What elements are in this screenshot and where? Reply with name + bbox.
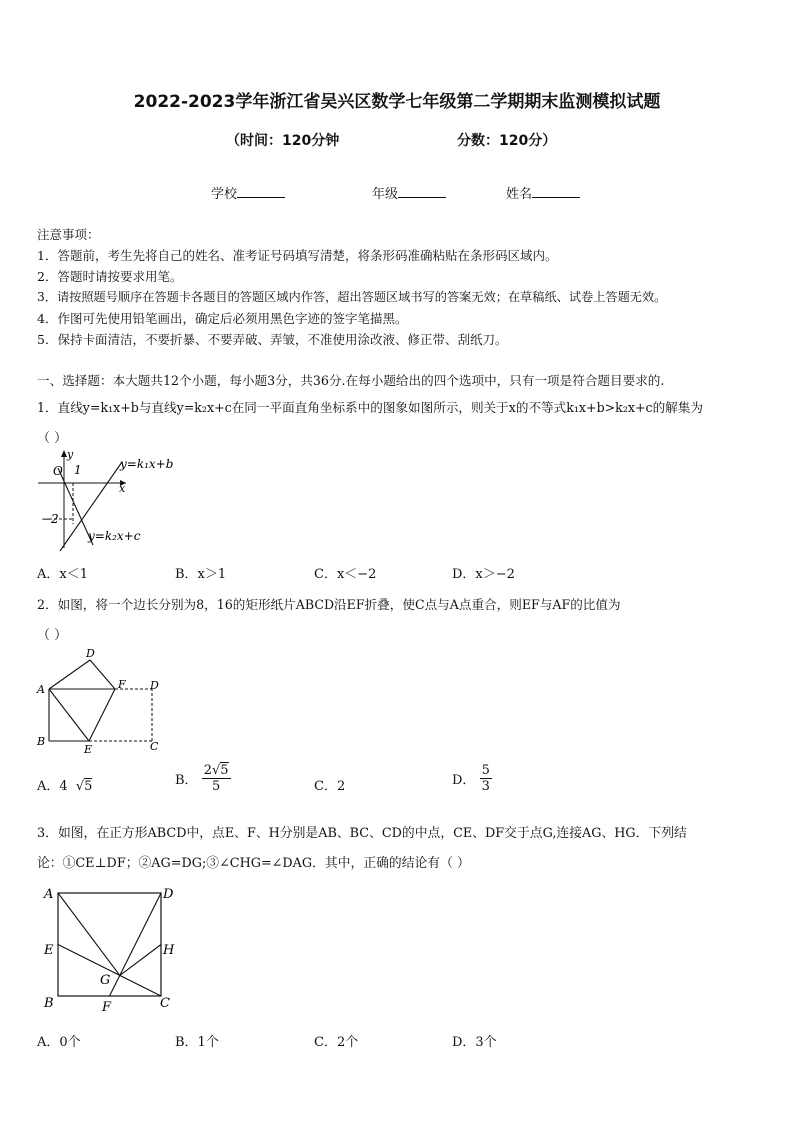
label-D: D xyxy=(150,679,159,692)
q3-figure xyxy=(36,882,184,1014)
fraction-numerator: 2√5 xyxy=(203,763,229,778)
numerator-radicand: 5 xyxy=(220,763,229,778)
q2-option-a-radicand: 5 xyxy=(84,779,93,794)
q1-option-b[interactable]: B．x＞1 xyxy=(175,567,227,582)
q3-option-d[interactable]: D．3个 xyxy=(452,1035,497,1050)
q2-option-a[interactable] xyxy=(37,775,92,794)
numerator-coefficient: 2 xyxy=(203,763,212,778)
notice-item: 2．答题时请按要求用笔。 xyxy=(37,269,183,284)
grade-label: 年级 xyxy=(372,187,399,202)
q2-option-b-prefix: B． xyxy=(175,773,198,788)
label-F: F xyxy=(118,678,126,691)
notice-item: 1．答题前，考生先将自己的姓名、准考证号码填写清楚，将条形码准确粘贴在条形码区域内。 xyxy=(37,248,558,263)
q3-text-line1: 3．如图，在正方形ABCD中，点E、F、H分别是AB、BC、CD的中点，CE、DF交于点G,连接AG、HG．下列结 xyxy=(37,826,687,841)
exam-score: 分数：120分） xyxy=(457,133,557,149)
notice-item: 4．作图可先使用铅笔画出，确定后必须用黑色字迹的签字笔描黑。 xyxy=(37,311,408,326)
q2-option-d[interactable] xyxy=(452,763,492,794)
notice-item: 3．请按照题号顺序在答题卡各题目的答题区域内作答，超出答题区域书写的答案无效；在草稿纸、试卷上答题无效。 xyxy=(37,290,667,304)
label-A: A xyxy=(44,887,54,902)
q1-graph xyxy=(36,448,196,554)
q1-bracket: （ ） xyxy=(37,431,68,446)
q1-option-d[interactable]: D．x＞−2 xyxy=(452,567,515,582)
label-D-folded: D xyxy=(86,647,95,660)
section-heading: 一、选择题：本大题共12个小题，每小题3分，共36分.在每小题给出的四个选项中，只有一项是符合题目要求的. xyxy=(37,373,665,388)
notice-item: 5．保持卡面清洁，不要折暴、不要弄破、弄皱，不准使用涂改液、修正带、刮纸刀。 xyxy=(37,332,508,347)
exam-time: （时间：120分钟 xyxy=(226,133,340,149)
label-C: C xyxy=(150,740,159,753)
q1-option-a[interactable]: A．x＜1 xyxy=(37,567,88,582)
tick-minus2-label: −2 xyxy=(41,512,59,526)
tick-one-label: 1 xyxy=(74,463,82,477)
school-blank xyxy=(237,185,285,198)
q1-text: 1．直线y=k₁x+b与直线y=k₂x+c在同一平面直角坐标系中的图象如图所示，则关于x的不等式k₁x+b>k₂x+c的解集为 xyxy=(37,400,703,415)
fraction-numerator: 5 xyxy=(481,763,490,778)
segment-EC xyxy=(58,945,161,997)
label-A: A xyxy=(37,683,45,696)
q2-option-b-fraction xyxy=(202,763,231,794)
fraction-denominator: 3 xyxy=(481,779,490,794)
line2-label: y=k₂x+c xyxy=(88,529,141,543)
q2-figure xyxy=(36,645,168,755)
label-G: G xyxy=(100,973,111,988)
fraction-denominator: 5 xyxy=(211,779,221,794)
name-field xyxy=(506,183,580,202)
origin-label: O xyxy=(53,464,63,478)
label-D: D xyxy=(163,887,174,902)
line1-label: y=k₁x+b xyxy=(120,457,174,471)
label-C: C xyxy=(160,996,170,1011)
name-label: 姓名 xyxy=(506,187,533,202)
name-blank xyxy=(532,185,580,198)
label-B: B xyxy=(44,996,54,1011)
page-title: 2022-2023学年浙江省吴兴区数学七年级第二学期期末监测模拟试题 xyxy=(133,92,661,112)
label-E: E xyxy=(44,943,54,958)
side-DF-folded xyxy=(90,660,115,689)
q1-option-c[interactable]: C．x＜−2 xyxy=(314,567,377,582)
school-field xyxy=(211,183,285,202)
q3-option-a[interactable]: A．0个 xyxy=(37,1035,81,1050)
x-axis-label: x xyxy=(119,482,126,495)
segment-AG xyxy=(58,893,120,975)
segment-DF xyxy=(110,893,162,996)
q3-option-b[interactable]: B．1个 xyxy=(175,1035,219,1050)
label-E: E xyxy=(84,743,93,755)
q2-option-a-prefix: A．4 xyxy=(37,779,68,794)
q2-option-b[interactable] xyxy=(175,763,231,794)
side-AD-folded xyxy=(49,660,90,689)
q3-option-c[interactable]: C．2个 xyxy=(314,1035,359,1050)
label-B: B xyxy=(37,735,46,748)
y-axis-label: y xyxy=(67,448,74,461)
notice-title: 注意事项： xyxy=(37,227,100,242)
school-label: 学校 xyxy=(211,187,238,202)
q2-bracket: （ ） xyxy=(37,628,68,643)
fold-EF xyxy=(89,689,115,741)
q2-option-d-prefix: D． xyxy=(452,773,476,788)
grade-field xyxy=(372,183,446,202)
segment-AE xyxy=(49,689,89,741)
sqrt-symbol: √ xyxy=(75,779,85,794)
grade-blank xyxy=(398,185,446,198)
q2-option-d-fraction xyxy=(480,763,492,794)
segment-GH xyxy=(120,945,161,976)
q3-text-line2: 论：①CE⊥DF；②AG=DG;③∠CHG=∠DAG．其中，正确的结论有（ ） xyxy=(37,856,470,871)
q2-text: 2．如图，将一个边长分别为8，16的矩形纸片ABCD沿EF折叠，使C点与A点重合，则EF与AF的比值为 xyxy=(37,597,621,612)
label-H: H xyxy=(163,943,175,958)
q2-option-c[interactable]: C．2 xyxy=(314,779,346,794)
label-F: F xyxy=(102,1000,112,1014)
